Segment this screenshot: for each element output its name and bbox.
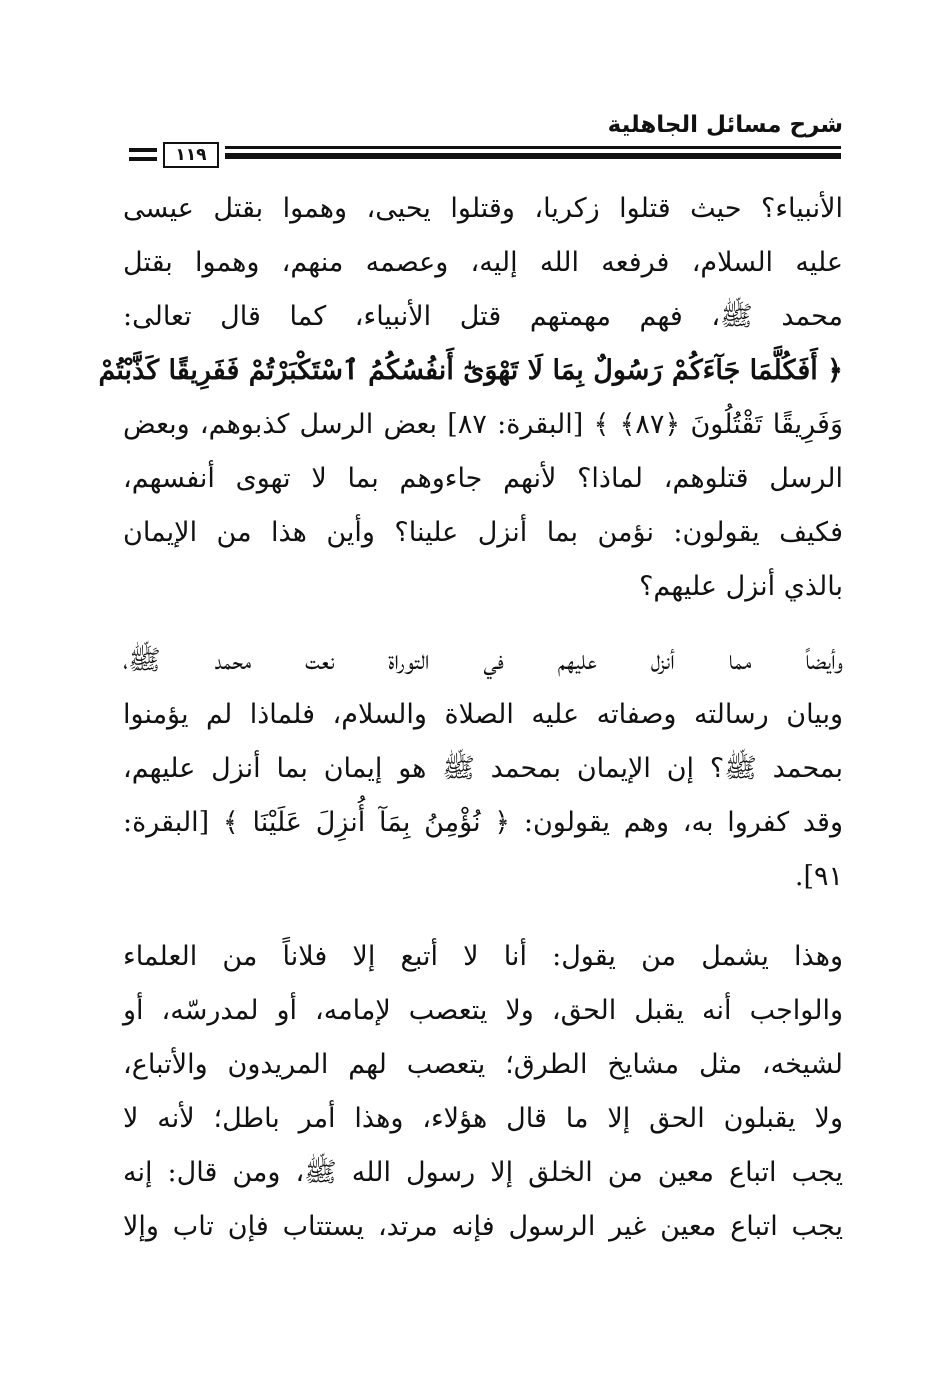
header-rule-thin bbox=[225, 146, 841, 149]
text-line: بالذي أنزل عليهم؟ bbox=[639, 571, 843, 602]
text-line: يجب اتباع معين غير الرسول فإنه مرتد، يستتاب فإن تاب وإلا bbox=[123, 1211, 843, 1242]
text-line: عليه السلام، فرفعه الله إليه، وعصمه منهم، وهموا بقتل bbox=[123, 247, 843, 278]
paragraph-3 bbox=[123, 930, 843, 1254]
text-line: وبيان رسالته وصفاته عليه الصلاة والسلام، فلماذا لم يؤمنوا bbox=[123, 699, 843, 730]
text-line: وقد كفروا به، وهم يقولون: ﴿ نُؤْمِنُ بِمَآ أُنزِلَ عَلَيْنَا ﴾ [البقرة: bbox=[123, 807, 843, 838]
text-line: بمحمد ﷺ؟ إن الإيمان بمحمد ﷺ هو إيمان بما أنزل عليهم، bbox=[123, 753, 843, 784]
text-line: والواجب أنه يقبل الحق، ولا يتعصب لإمامه، أو لمدرسّه، أو bbox=[123, 995, 843, 1026]
running-title: شرح مسائل الجاهلية bbox=[607, 112, 843, 138]
quran-verse-line: ﴿ أَفَكُلَّمَا جَآءَكُمْ رَسُولٌ بِمَا لَا تَهْوَىٰٓ أَنفُسُكُمُ ٱسْتَكْبَرْتُمْ فَفَرِيقًا كَذَّبْتُمْ bbox=[98, 355, 843, 386]
text-line: يجب اتباع معين من الخلق إلا رسول الله ﷺ، ومن قال: إنه bbox=[123, 1157, 843, 1188]
text-line: وَفَرِيقًا تَقْتُلُونَ ﴿٨٧﴾ ﴾ [البقرة: ٨٧] بعض الرسل كذبوهم، وبعض bbox=[123, 409, 843, 440]
paragraph-spacer bbox=[123, 904, 843, 930]
text-line: ولا يقبلون الحق إلا ما قال هؤلاء، وهذا أمر باطل؛ لأنه لا bbox=[123, 1103, 843, 1134]
paragraph-spacer bbox=[123, 614, 843, 634]
paragraph-2 bbox=[123, 634, 843, 904]
text-line: فكيف يقولون: نؤمن بما أنزل علينا؟ وأين هذا من الإيمان bbox=[123, 517, 843, 548]
header-rule-thick bbox=[225, 153, 841, 159]
text-line: ٩١]. bbox=[794, 861, 843, 892]
body-text bbox=[98, 182, 843, 1254]
text-line: وهذا يشمل من يقول: أنا لا أتبع إلا فلاناً من العلماء bbox=[123, 941, 843, 972]
page-number: ١١٩ bbox=[163, 142, 219, 168]
text-line: الرسل قتلوهم، لماذا؟ لأنهم جاءوهم بما لا تهوى أنفسهم، bbox=[123, 463, 843, 494]
text-line: وأيضاً مما أنزل عليهم في التوراة نعت محمد ﷺ، bbox=[123, 645, 843, 676]
text-line: محمد ﷺ، فهم مهمتهم قتل الأنبياء، كما قال تعالى: bbox=[123, 301, 843, 332]
paragraph-1 bbox=[98, 182, 843, 614]
header-rule-short-top bbox=[129, 148, 157, 152]
text-line: الأنبياء؟ حيث قتلوا زكريا، وقتلوا يحيى، وهموا بقتل عيسى bbox=[123, 193, 843, 224]
text-line: لشيخه، مثل مشايخ الطرق؛ يتعصب لهم المريدون والأتباع، bbox=[123, 1049, 843, 1080]
header-rule-short-bottom bbox=[129, 157, 157, 161]
